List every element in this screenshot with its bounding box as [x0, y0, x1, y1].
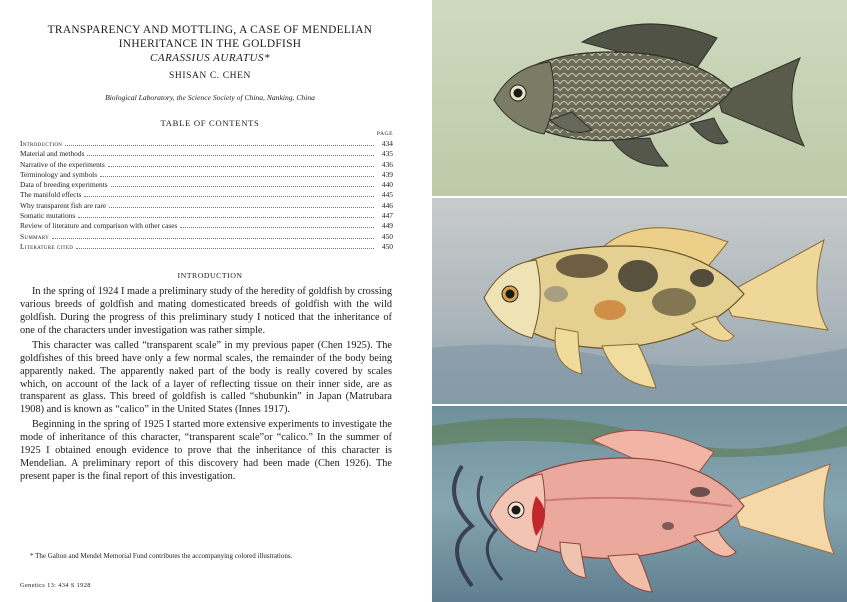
toc-leader-dots: [108, 165, 374, 167]
toc-entry-page: 449: [381, 221, 393, 231]
toc-leader-dots: [65, 144, 374, 146]
toc-entry-page: 434: [381, 139, 393, 148]
toc-entry: [20, 180, 393, 190]
toc-entry: [20, 221, 393, 231]
intro-paragraph-2: This character was called “transparent scale” in my previous paper (Chen 1925). The goldfishes of this breed have only a few normal scales, the remainder of the body being apparently naked. The apparently naked part of the body is really covered by scales which, on account of the lack of a layer of reflecting tissue on their inner side, are as transparent as glass. This breed of goldfish is called “shubunkin” in Japan (Matrubara 1908) and is known as “calico” in the United States (Innes 1917).: [20, 339, 392, 416]
toc-entry: [20, 149, 393, 159]
toc-entry-label: Summary: [20, 231, 49, 241]
plate-panel-wild: [432, 0, 847, 196]
author-name: SHISAN C. CHEN: [168, 71, 252, 81]
introduction-body: [20, 286, 392, 486]
toc-leader-dots: [84, 195, 374, 197]
calico-goldfish-illustration: [432, 198, 847, 404]
running-foot: Genetics 13: 434 S 1928: [20, 582, 91, 589]
introduction-heading: INTRODUCTION: [177, 271, 243, 280]
wild-goldfish-illustration: [432, 0, 847, 196]
toc-entry-label: Material and methods: [20, 149, 85, 159]
toc-entry: [20, 190, 393, 200]
toc-leader-dots: [109, 206, 374, 208]
plate-panel-transparent: [432, 406, 847, 602]
toc-heading: TABLE OF CONTENTS: [160, 118, 260, 128]
toc-entry-page: 439: [381, 169, 393, 179]
toc-entry: [20, 170, 393, 180]
toc-entry-label: Literature cited: [20, 241, 74, 251]
toc-entry-label: Data of breeding experiments: [20, 180, 108, 190]
toc-entry: [20, 201, 393, 211]
toc-leader-dots: [87, 154, 374, 156]
toc-entry: [20, 242, 393, 252]
toc-entry: [20, 211, 393, 221]
toc-entry-page: 446: [381, 200, 393, 210]
toc-leader-dots: [180, 226, 374, 228]
article-title: [18, 24, 402, 51]
toc-leader-dots: [78, 216, 374, 218]
toc-entry-page: 436: [381, 159, 393, 169]
toc-entry-page: 435: [381, 149, 393, 159]
toc-leader-dots: [100, 175, 374, 177]
toc-entry-page: 445: [381, 190, 393, 200]
toc-page-column-label: PAGE: [376, 131, 393, 137]
toc-entry-label: Narrative of the experiments: [20, 159, 105, 169]
species-name: CARASSIUS AURATUS*: [150, 52, 270, 64]
toc-entry-label: Terminology and symbols: [20, 169, 98, 179]
article-page: [0, 0, 420, 602]
toc-entry: [20, 160, 393, 170]
toc-leader-dots: [76, 247, 374, 249]
toc-entry-page: 447: [381, 211, 393, 221]
toc-entry-label: The manifold effects: [20, 190, 82, 200]
toc-leader-dots: [111, 185, 374, 187]
title-line-1: TRANSPARENCY AND MOTTLING, A CASE OF MENDELIAN: [47, 24, 373, 36]
footnote: * The Galton and Mendel Memorial Fund contributes the accompanying colored illustrations.: [30, 552, 293, 560]
intro-paragraph-3: Beginning in the spring of 1925 I started more extensive experiments to investigate the mode of inheritance of this character, “transparent scale”or “calico.” In the summer of 1925 I obtained enough evidence to prove that the inheritance of this character is Mendelian. A preliminary report of this discovery had been made (Chen 1926). The present paper is the final report of this investigation.: [20, 419, 392, 483]
toc-entry: [20, 139, 393, 149]
toc-entry-page: 450: [381, 231, 393, 241]
transparent-goldfish-illustration: [432, 406, 847, 602]
toc-entry-label: Somatic mutations: [20, 211, 76, 221]
toc-entry: [20, 232, 393, 242]
table-of-contents: [20, 139, 393, 252]
toc-entry-label: Review of literature and comparison with other cases: [20, 221, 178, 231]
title-line-2: INHERITANCE IN THE GOLDFISH: [118, 37, 302, 50]
toc-entry-label: Introduction: [20, 139, 63, 148]
author-affiliation: Biological Laboratory, the Science Society of China, Nanking, China: [105, 93, 315, 102]
toc-entry-page: 450: [381, 241, 393, 251]
toc-entry-page: 440: [381, 180, 393, 190]
toc-entry-label: Why transparent fish are rare: [20, 200, 107, 210]
toc-leader-dots: [52, 237, 374, 239]
plate-panel-calico: [432, 198, 847, 404]
intro-paragraph-1: In the spring of 1924 I made a preliminary study of the heredity of goldfish by crossing various breeds of goldfish and mating domesticated breeds of goldfish with the wild goldfish. During the progress of this preliminary study I noticed that the inheritance of one of the characters under investigation was rather simple.: [20, 286, 392, 336]
color-plate: [432, 0, 847, 602]
